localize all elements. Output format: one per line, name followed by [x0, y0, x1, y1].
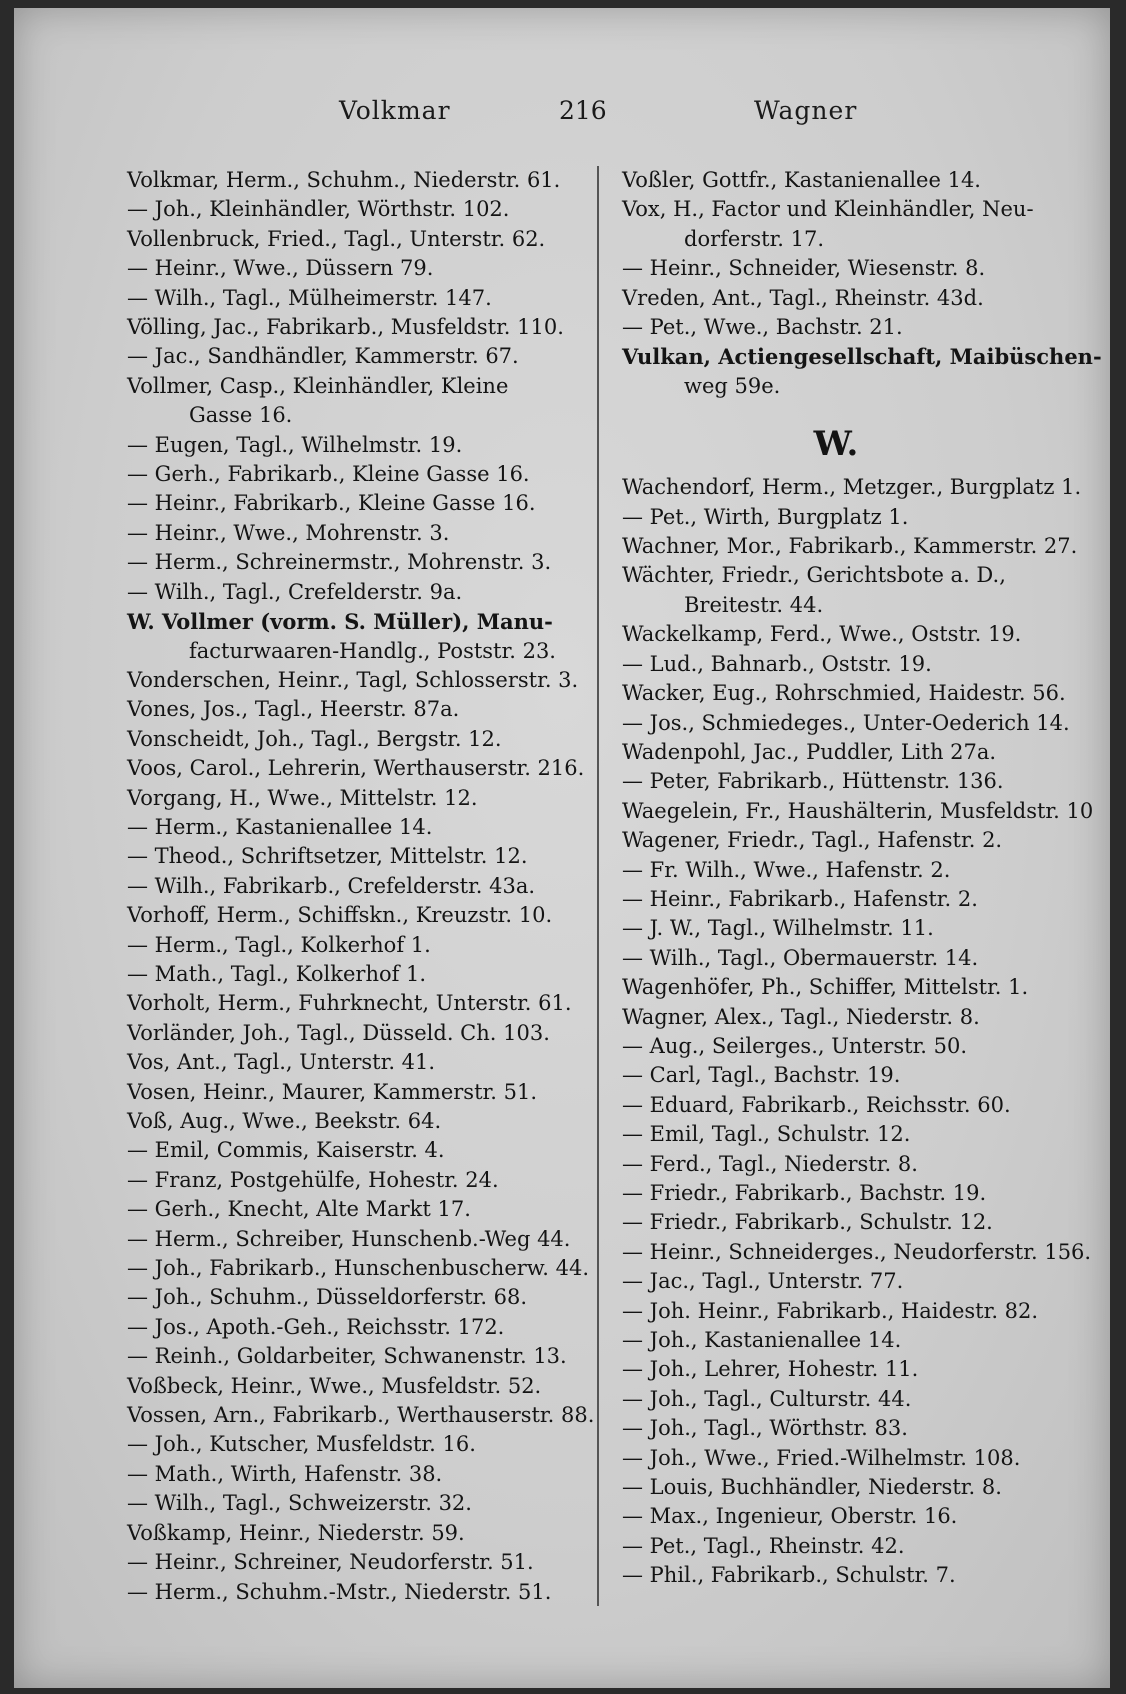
directory-entry: Vones, Jos., Tagl., Heerstr. 87a.	[127, 697, 460, 722]
directory-entry: — Louis, Buchhändler, Niederstr. 8.	[622, 1475, 1002, 1500]
directory-entry: Gasse 16.	[189, 403, 293, 428]
directory-entry: Vonscheidt, Joh., Tagl., Bergstr. 12.	[127, 726, 502, 751]
directory-entry: — Wilh., Tagl., Schweizerstr. 32.	[127, 1491, 472, 1516]
directory-entry: — Heinr., Schneiderges., Neudorferstr. 156.	[622, 1239, 1092, 1264]
directory-entry: — Joh., Kastanienallee 14.	[622, 1328, 902, 1353]
directory-entry: Voßler, Gottfr., Kastanienallee 14.	[622, 168, 981, 192]
header-left-keyword: Volkmar	[339, 96, 451, 125]
directory-entry: Vorgang, H., Wwe., Mittelstr. 12.	[127, 785, 478, 810]
directory-entry: — Joh., Lehrer, Hohestr. 11.	[622, 1357, 919, 1382]
directory-entry: — Heinr., Wwe., Mohrenstr. 3.	[127, 520, 450, 545]
directory-entry: Wagner, Alex., Tagl., Niederstr. 8.	[622, 1004, 980, 1029]
section-spacer	[622, 401, 1090, 415]
directory-entry: — Heinr., Schneider, Wiesenstr. 8.	[622, 256, 986, 281]
page-number: 216	[559, 96, 607, 125]
directory-entry: — Gerh., Fabrikarb., Kleine Gasse 16.	[127, 462, 530, 487]
directory-entry: — Phil., Fabrikarb., Schulstr. 7.	[622, 1563, 956, 1588]
directory-entry: Vonderschen, Heinr., Tagl, Schlosserstr. 3.	[127, 667, 579, 692]
directory-entry: Vreden, Ant., Tagl., Rheinstr. 43d.	[622, 285, 984, 310]
directory-entry: — Joh. Heinr., Fabrikarb., Haidestr. 82.	[622, 1298, 1039, 1323]
directory-entry: Vorländer, Joh., Tagl., Düsseld. Ch. 103.	[127, 1020, 550, 1045]
directory-entry: Voß, Aug., Wwe., Beekstr. 64.	[127, 1109, 442, 1133]
right-column	[622, 166, 1102, 1591]
directory-entry: — Joh., Kutscher, Musfeldstr. 16.	[127, 1432, 476, 1457]
directory-entry: Voßkamp, Heinr., Niederstr. 59.	[127, 1520, 465, 1545]
directory-entry: Wacker, Eug., Rohrschmied, Haidestr. 56.	[622, 681, 1066, 706]
directory-entry: — Jac., Tagl., Unterstr. 77.	[622, 1269, 904, 1294]
directory-entry: — Herm., Kastanienallee 14.	[127, 814, 433, 839]
directory-entry: — Peter, Fabrikarb., Hüttenstr. 136.	[622, 769, 1004, 794]
directory-entry: — Eduard, Fabrikarb., Reichsstr. 60.	[622, 1092, 1011, 1117]
directory-entry: — Emil, Commis, Kaiserstr. 4.	[127, 1138, 445, 1163]
directory-entry: Vossen, Arn., Fabrikarb., Werthauserstr. 88.	[127, 1403, 595, 1428]
directory-entry: W. Vollmer (vorm. S. Müller), Manu-	[127, 609, 553, 635]
directory-entry: — Joh., Kleinhändler, Wörthstr. 102.	[127, 197, 510, 222]
directory-entry: — Reinh., Goldarbeiter, Schwanenstr. 13.	[127, 1344, 567, 1369]
directory-entry: — Wilh., Tagl., Obermauerstr. 14.	[622, 945, 979, 970]
directory-entry: — Gerh., Knecht, Alte Markt 17.	[127, 1197, 471, 1222]
directory-entry: — Emil, Tagl., Schulstr. 12.	[622, 1122, 911, 1147]
directory-entry: — Heinr., Wwe., Düssern 79.	[127, 256, 434, 281]
directory-entry: Vosen, Heinr., Maurer, Kammerstr. 51.	[127, 1079, 537, 1104]
directory-entry: — Wilh., Fabrikarb., Crefelderstr. 43a.	[127, 873, 536, 898]
directory-entry: Voos, Carol., Lehrerin, Werthauserstr. 216.	[127, 756, 585, 781]
directory-entry: — Herm., Schreinermstr., Mohrenstr. 3.	[127, 550, 552, 575]
directory-entry: Vollenbruck, Fried., Tagl., Unterstr. 62.	[127, 226, 546, 251]
page-header	[14, 96, 1110, 136]
directory-entry: — Max., Ingenieur, Oberstr. 16.	[622, 1504, 958, 1529]
directory-entry: facturwaaren-Handlg., Poststr. 23.	[189, 638, 556, 663]
directory-entry: — Friedr., Fabrikarb., Bachstr. 19.	[622, 1181, 987, 1205]
directory-entry: — Joh., Wwe., Fried.-Wilhelmstr. 108.	[622, 1445, 1021, 1470]
directory-entry: — Joh., Schuhm., Düsseldorferstr. 68.	[127, 1285, 528, 1310]
directory-entry: — Jos., Schmiedeges., Unter-Oederich 14.	[622, 710, 1070, 735]
directory-entry: — Wilh., Tagl., Mülheimerstr. 147.	[127, 285, 492, 310]
directory-entry: — Lud., Bahnarb., Oststr. 19.	[622, 651, 932, 676]
directory-entry: Vos, Ant., Tagl., Unterstr. 41.	[127, 1050, 436, 1075]
directory-entry: — Pet., Wirth, Burgplatz 1.	[622, 504, 909, 529]
directory-entry: Breitestr. 44.	[684, 592, 824, 617]
directory-entry: — Herm., Schuhm.-Mstr., Niederstr. 51.	[127, 1579, 552, 1604]
directory-entry: Vollmer, Casp., Kleinhändler, Kleine	[127, 373, 509, 398]
directory-entry: — Pet., Wwe., Bachstr. 21.	[622, 315, 903, 340]
directory-entry: — Friedr., Fabrikarb., Schulstr. 12.	[622, 1210, 993, 1235]
directory-entry: — Herm., Schreiber, Hunschenb.-Weg 44.	[127, 1226, 571, 1251]
directory-page	[14, 8, 1110, 1688]
directory-entry: Voßbeck, Heinr., Wwe., Musfeldstr. 52.	[127, 1373, 542, 1398]
directory-entry: Vulkan, Actiengesellschaft, Maibüschen-	[622, 344, 1102, 370]
directory-entry: — Franz, Postgehülfe, Hohestr. 24.	[127, 1167, 499, 1192]
directory-entry: — Heinr., Schreiner, Neudorferstr. 51.	[127, 1550, 534, 1575]
directory-entry: — Wilh., Tagl., Crefelderstr. 9a.	[127, 579, 463, 604]
directory-entry: — Aug., Seilerges., Unterstr. 50.	[622, 1033, 968, 1058]
header-right-keyword: Wagner	[754, 96, 858, 125]
directory-entry: Völling, Jac., Fabrikarb., Musfeldstr. 110.	[127, 315, 564, 340]
directory-entry: — Joh., Tagl., Wörthstr. 83.	[622, 1416, 908, 1441]
directory-entry: Vorholt, Herm., Fuhrknecht, Unterstr. 61.	[127, 991, 572, 1016]
directory-entry: Wagenhöfer, Ph., Schiffer, Mittelstr. 1.	[622, 975, 1029, 1000]
directory-entry: — Heinr., Fabrikarb., Kleine Gasse 16.	[127, 491, 536, 516]
directory-entry: — Math., Wirth, Hafenstr. 38.	[127, 1461, 443, 1486]
directory-entry: Vorhoff, Herm., Schiffskn., Kreuzstr. 10.	[127, 903, 553, 928]
directory-entry: dorferstr. 17.	[684, 226, 825, 251]
directory-entry: Volkmar, Herm., Schuhm., Niederstr. 61.	[127, 168, 561, 192]
directory-entry: — Heinr., Fabrikarb., Hafenstr. 2.	[622, 886, 978, 911]
directory-entry: — Theod., Schriftsetzer, Mittelstr. 12.	[127, 844, 528, 869]
directory-entry: — Fr. Wilh., Wwe., Hafenstr. 2.	[622, 857, 951, 882]
directory-entry: Waegelein, Fr., Haushälterin, Musfeldstr. 10	[622, 798, 1094, 823]
directory-entry: — Pet., Tagl., Rheinstr. 42.	[622, 1533, 905, 1558]
directory-entry: Wächter, Friedr., Gerichtsbote a. D.,	[622, 563, 1006, 588]
directory-entry: — Carl, Tagl., Bachstr. 19.	[622, 1063, 901, 1088]
directory-entry: — Joh., Fabrikarb., Hunschenbuscherw. 44.	[127, 1256, 590, 1281]
left-column	[127, 166, 595, 1607]
directory-entry: weg 59e.	[684, 373, 781, 398]
directory-entry: — Jos., Apoth.-Geh., Reichsstr. 172.	[127, 1314, 505, 1339]
directory-entry: — Ferd., Tagl., Niederstr. 8.	[622, 1151, 918, 1176]
directory-entry: Vox, H., Factor und Kleinhändler, Neu-	[622, 197, 1034, 222]
column-divider	[597, 166, 599, 1606]
directory-entry: — Jac., Sandhändler, Kammerstr. 67.	[127, 344, 519, 369]
directory-entry: Wackelkamp, Ferd., Wwe., Oststr. 19.	[622, 622, 1022, 647]
directory-entry: — Eugen, Tagl., Wilhelmstr. 19.	[127, 432, 463, 457]
directory-entry: Wachner, Mor., Fabrikarb., Kammerstr. 27.	[622, 534, 1078, 559]
directory-entry: Wadenpohl, Jac., Puddler, Lith 27a.	[622, 739, 997, 764]
directory-entry: — J. W., Tagl., Wilhelmstr. 11.	[622, 916, 934, 941]
directory-entry: — Joh., Tagl., Culturstr. 44.	[622, 1386, 912, 1411]
directory-entry: — Herm., Tagl., Kolkerhof 1.	[127, 932, 431, 957]
directory-entry: — Math., Tagl., Kolkerhof 1.	[127, 961, 427, 986]
directory-entry: Wagener, Friedr., Tagl., Hafenstr. 2.	[622, 828, 1003, 853]
directory-entry: Wachendorf, Herm., Metzger., Burgplatz 1.	[622, 475, 1082, 500]
section-letter-heading: W.	[813, 424, 859, 465]
